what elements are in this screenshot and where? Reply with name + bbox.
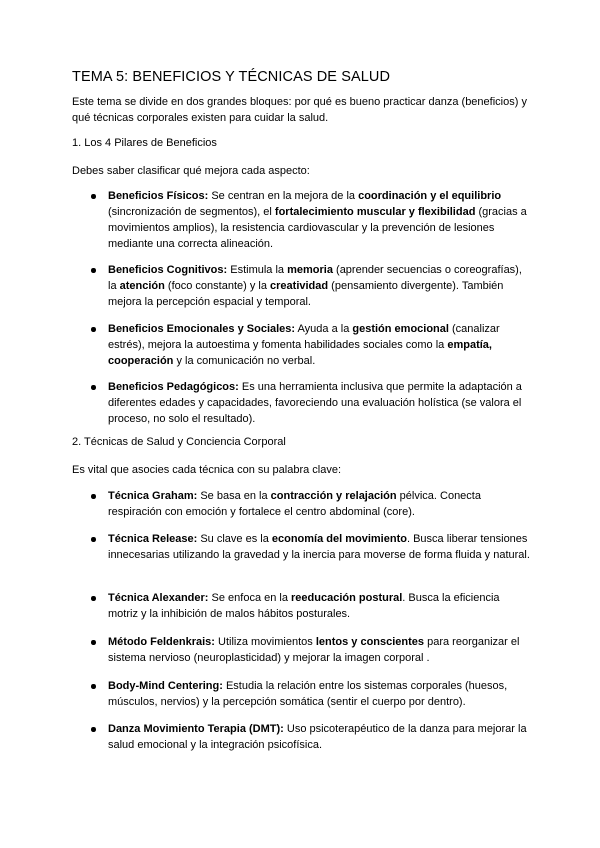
- bullet-icon: [91, 684, 96, 689]
- item-label: Técnica Graham:: [108, 490, 198, 502]
- section-2-heading: 2. Técnicas de Salud y Conciencia Corporal: [72, 436, 286, 448]
- bullet-icon: [91, 494, 96, 499]
- bullet-icon: [91, 268, 96, 273]
- item-label: Método Feldenkrais:: [108, 636, 215, 648]
- item-label: Beneficios Pedagógicos:: [108, 381, 239, 393]
- section-1-lead: Debes saber clasificar qué mejora cada aspecto:: [72, 165, 310, 177]
- item-label: Beneficios Físicos:: [108, 190, 209, 202]
- item-label: Beneficios Cognitivos:: [108, 264, 228, 276]
- document-page: TEMA 5: BENEFICIOS Y TÉCNICAS DE SALUD Este tema se divide en dos grandes bloques: por qué es bueno practicar danza (beneficios) y qué técnicas corporales existen para cuidar la salud. 1. Los 4 Pilares de Beneficios Debes saber clasificar qué mejora cada aspecto: Beneficios Físicos: Se centran en la mejora de la coordinación y el equilibrio (sincronización de segmentos), el fortalecimiento muscular y flexibilidad (gracias a movimientos amplios), la resistencia cardiovascular y la prevención de lesiones mediante una correcta alineación. Beneficios Cognitivos: Estimula la memoria (aprender secuencias o coreografías), la atención (foco constante) y la creatividad (pensamiento divergente). También mejora la percepción espacial y temporal. Beneficios Emocionales y Sociales: Ayuda a la gestión emocional (canalizar estrés), mejora la autoestima y fomenta habilidades sociales como la empatía, cooperación y la comunicación no verbal. Beneficios Pedagógicos: Es una herramienta inclusiva que permite la adaptación a diferentes edades y capacidades, favoreciendo una evaluación holística (se valora el proceso, no solo el resultado). 2. Técnicas de Salud y Conciencia Corporal Es vital que asocies cada técnica con su palabra clave: Técnica Graham: Se basa en la contracción y relajación pélvica. Conecta respiración con emoción y fortalece el centro abdominal (core). Técnica Release: Su clave es la economía del movimiento. Busca liberar tensiones innecesarias utilizando la gravedad y la inercia para moverse de forma fluida y natural. Técnica Alexander: Se enfoca en la reeducación postural. Busca la eficiencia motriz y la inhibición de malos hábitos posturales. Método Feldenkrais: Utiliza movimientos lentos y conscientes para reorganizar el sistema nervioso (neuroplasticidad) y mejorar la imagen corporal . Body-Mind Centering: Estudia la relación entre los sistemas corporales (huesos, músculos, nervios) y la percepción somática (sentir el cuerpo por dentro). Danza Movimiento Terapia (DMT): Uso psicoterapéutico de la danza para mejorar la salud emocional y la integración psicofísica.: [0, 0, 600, 848]
- bullet-icon: [91, 537, 96, 542]
- bullet-icon: [91, 194, 96, 199]
- item-label: Beneficios Emocionales y Sociales:: [108, 323, 296, 335]
- bullet-icon: [91, 727, 96, 732]
- bullet-icon: [91, 640, 96, 645]
- page-title: TEMA 5: BENEFICIOS Y TÉCNICAS DE SALUD: [72, 69, 391, 85]
- item-label: Body-Mind Centering:: [108, 680, 223, 692]
- bullet-icon: [91, 385, 96, 390]
- section-1-heading: 1. Los 4 Pilares de Beneficios: [72, 137, 217, 149]
- item-label: Técnica Release:: [108, 533, 198, 545]
- intro-paragraph: Este tema se divide en dos grandes bloques: por qué es bueno practicar danza (beneficios) y qué técnicas corporales existen para cuidar la salud.: [72, 96, 527, 124]
- item-label: Danza Movimiento Terapia (DMT):: [108, 723, 284, 735]
- bullet-icon: [91, 596, 96, 601]
- item-label: Técnica Alexander:: [108, 592, 209, 604]
- section-2-lead: Es vital que asocies cada técnica con su palabra clave:: [72, 464, 342, 476]
- bullet-icon: [91, 327, 96, 332]
